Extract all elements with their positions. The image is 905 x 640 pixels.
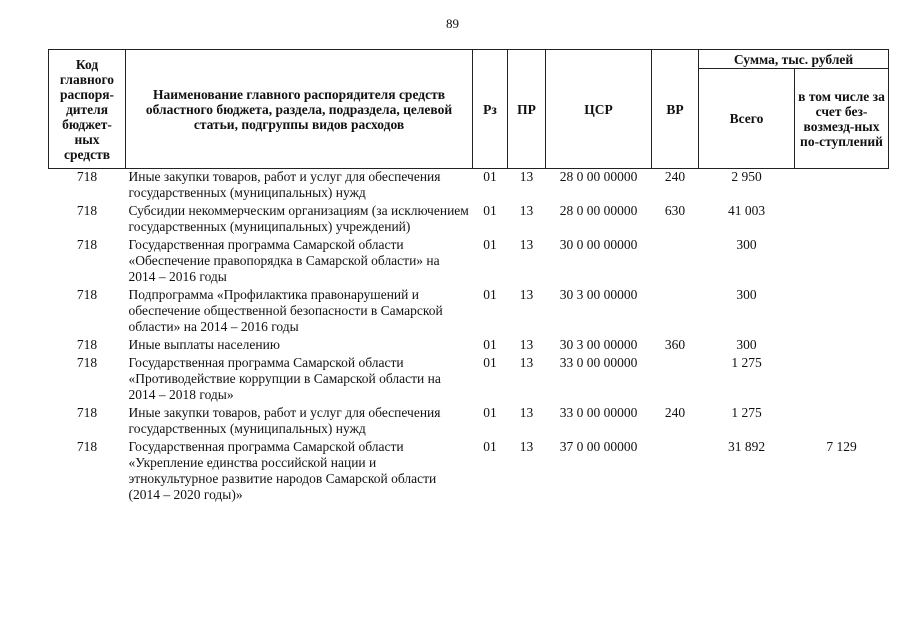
cell-total: 1 275 (731, 405, 762, 420)
cell-total: 41 003 (727, 203, 766, 218)
cell-free (795, 337, 889, 355)
cell-csr: 30 3 00 00000 (559, 337, 638, 352)
cell-pr: 13 (519, 405, 534, 420)
table-row (49, 405, 889, 439)
cell-name: Иные выплаты населению (128, 337, 280, 352)
table-row (49, 203, 889, 237)
cell-pr: 13 (519, 355, 534, 370)
cell-total: 300 (736, 237, 757, 252)
cell-total: 300 (736, 337, 757, 352)
table-row (49, 287, 889, 337)
cell-vr (652, 439, 699, 505)
cell-code: 718 (76, 237, 98, 252)
cell-rz: 01 (483, 237, 497, 252)
cell-code: 718 (76, 439, 98, 454)
header-total: Всего (699, 69, 795, 169)
cell-total: 2 950 (731, 169, 762, 184)
cell-name: Иные закупки товаров, работ и услуг для обеспечения государственных (муниципальных) нужд (128, 405, 441, 436)
cell-code: 718 (76, 203, 98, 218)
cell-free: 7 129 (826, 439, 857, 454)
cell-csr: 33 0 00 00000 (559, 355, 638, 370)
cell-name: Иные закупки товаров, работ и услуг для обеспечения государственных (муниципальных) нужд (128, 169, 441, 200)
cell-csr: 30 0 00 00000 (559, 237, 638, 252)
cell-pr: 13 (519, 287, 534, 302)
table-body (49, 169, 889, 506)
cell-code: 718 (76, 355, 98, 370)
cell-rz: 01 (483, 203, 497, 218)
budget-table (48, 49, 889, 505)
cell-pr: 13 (519, 169, 534, 184)
cell-pr: 13 (519, 337, 534, 352)
cell-free (795, 355, 889, 405)
cell-total: 1 275 (731, 355, 762, 370)
table-row (49, 439, 889, 505)
header-sum-group: Сумма, тыс. рублей (699, 50, 889, 69)
table-row (49, 337, 889, 355)
cell-name: Субсидии некоммерческим организациям (за исключением государственных (муниципальных) учреждений) (128, 203, 469, 234)
cell-rz: 01 (483, 169, 497, 184)
cell-csr: 28 0 00 00000 (559, 169, 638, 184)
page-number: 89 (446, 16, 459, 31)
table-row (49, 355, 889, 405)
header-code: Код главного распоря-дителя бюджет-ных средств (49, 50, 126, 169)
header-free: в том числе за счет без-возмезд-ных по-ступлений (795, 69, 889, 169)
cell-rz: 01 (483, 439, 497, 454)
table-header (49, 50, 889, 169)
cell-code: 718 (76, 337, 98, 352)
cell-csr: 37 0 00 00000 (559, 439, 638, 454)
cell-code: 718 (76, 287, 98, 302)
cell-pr: 13 (519, 237, 534, 252)
cell-free (795, 237, 889, 287)
cell-rz: 01 (483, 405, 497, 420)
cell-rz: 01 (483, 337, 497, 352)
cell-vr: 630 (664, 203, 686, 218)
cell-free (795, 203, 889, 237)
cell-vr (652, 287, 699, 337)
cell-vr (652, 237, 699, 287)
cell-name: Государственная программа Самарской области «Противодействие коррупции в Самарской области на 2014 – 2018 годы» (128, 355, 441, 402)
cell-pr: 13 (519, 439, 534, 454)
cell-csr: 33 0 00 00000 (559, 405, 638, 420)
cell-name: Государственная программа Самарской области «Укрепление единства российской нации и этнокультурное развитие народов Самарской области (2014 – 2020 годы)» (128, 439, 437, 502)
cell-code: 718 (76, 405, 98, 420)
cell-csr: 28 0 00 00000 (559, 203, 638, 218)
cell-total: 31 892 (727, 439, 766, 454)
cell-code: 718 (76, 169, 98, 184)
header-rz: Рз (473, 50, 508, 169)
cell-total: 300 (736, 287, 757, 302)
cell-vr: 240 (664, 169, 686, 184)
cell-name: Подпрограмма «Профилактика правонарушений и обеспечение общественной безопасности в Самарской области» на 2014 – 2016 годы (128, 287, 443, 334)
cell-rz: 01 (483, 355, 497, 370)
cell-vr: 360 (664, 337, 686, 352)
cell-vr (652, 355, 699, 405)
cell-rz: 01 (483, 287, 497, 302)
header-csr: ЦСР (546, 50, 652, 169)
table-row (49, 169, 889, 204)
header-vr: ВР (652, 50, 699, 169)
cell-free (795, 405, 889, 439)
cell-name: Государственная программа Самарской области «Обеспечение правопорядка в Самарской области» на 2014 – 2016 годы (128, 237, 440, 284)
cell-free (795, 287, 889, 337)
cell-csr: 30 3 00 00000 (559, 287, 638, 302)
header-pr: ПР (508, 50, 546, 169)
header-name: Наименование главного распорядителя средств областного бюджета, раздела, подраздела, целевой статьи, подгруппы видов расходов (126, 50, 473, 169)
cell-pr: 13 (519, 203, 534, 218)
cell-vr: 240 (664, 405, 686, 420)
cell-free (795, 169, 889, 204)
table-row (49, 237, 889, 287)
